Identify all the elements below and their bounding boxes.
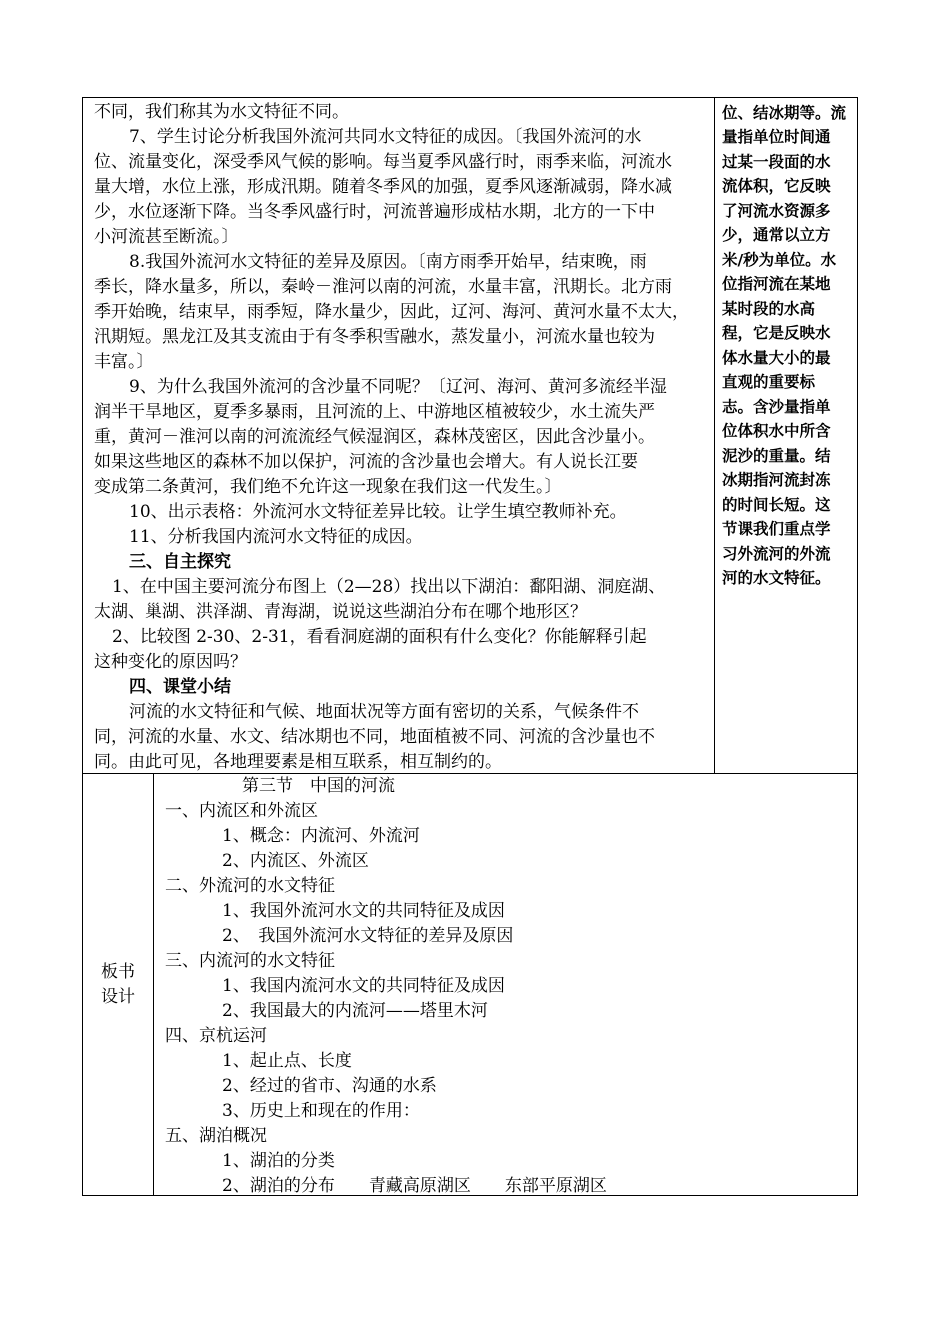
note-line: 位指河流在某地 [722,275,831,293]
note-line: 位体积水中所含 [722,422,831,440]
note-line: 节课我们重点学 [722,520,831,538]
note-line: 位、结冰期等。流 [722,104,847,122]
note-line: 米/秒为单位。水 [722,251,837,269]
text-line: 1、在中国主要河流分布图上（2—28）找出以下湖泊：鄱阳湖、洞庭湖、 [112,577,666,597]
lesson-process-cell [82,97,715,774]
board-line: 1、概念：内流河、外流河 [222,826,420,846]
text-line: 量大增，水位上涨，形成汛期。随着冬季风的加强，夏季风逐渐减弱，降水减 [94,177,672,197]
text-line: 重，黄河－淮河以南的河流流经气候湿润区，森林茂密区，因此含沙量小。 [94,427,655,447]
text-line: 季长，降水量多，所以，秦岭－淮河以南的河流，水量丰富，汛期长。北方雨 [94,277,672,297]
teaching-notes-cell [714,97,858,774]
text-line: 8.我国外流河水文特征的差异及原因。〔南方雨季开始早，结束晚，雨 [129,252,647,272]
board-title: 第三节 中国的河流 [242,776,395,796]
board-line: 三、内流河的水文特征 [165,951,335,971]
note-line: 冰期指河流封冻 [722,471,831,489]
board-line: 2、经过的省市、沟通的水系 [222,1076,437,1096]
board-line: 2、湖泊的分布 青藏高原湖区 东部平原湖区 [222,1176,607,1196]
text-line: 11、分析我国内流河水文特征的成因。 [129,527,423,547]
note-line: 少，通常以立方 [722,226,831,244]
text-line: 9、为什么我国外流河的含沙量不同呢？〔辽河、海河、黄河多流经半湿 [129,377,667,397]
board-line: 四、京杭运河 [165,1026,267,1046]
text-line: 10、出示表格：外流河水文特征差异比较。让学生填空教师补充。 [129,502,627,522]
note-line: 习外流河的外流 [722,545,831,563]
note-line: 了河流水资源多 [722,202,831,220]
note-line: 泥沙的重量。结 [722,447,831,465]
note-line: 河的水文特征。 [722,569,831,587]
board-design-label: 设计 [101,987,135,1007]
note-line: 量指单位时间通 [722,128,831,146]
text-line: 同，河流的水量、水文、结冰期也不同，地面植被不同、河流的含沙量也不 [94,727,655,747]
board-design-label-cell [82,773,154,1196]
note-line: 的时间长短。这 [722,496,831,514]
note-line: 体水量大小的最 [722,349,831,367]
board-line: 二、外流河的水文特征 [165,876,335,896]
text-line: 这种变化的原因吗？ [94,652,247,672]
text-line: 7、学生讨论分析我国外流河共同水文特征的成因。〔我国外流河的水 [129,127,642,147]
text-line: 2、比较图 2-30、2-31，看看洞庭湖的面积有什么变化？你能解释引起 [112,627,647,647]
board-line: 3、历史上和现在的作用： [222,1101,420,1121]
note-line: 志。含沙量指单 [722,398,831,416]
text-line: 小河流甚至断流。〕 [94,227,239,247]
note-line: 流体积，它反映 [722,177,831,195]
text-line: 位、流量变化，深受季风气候的影响。每当夏季风盛行时，雨季来临，河流水 [94,152,672,172]
section-heading-summary: 四、课堂小结 [129,677,231,697]
board-line: 2、内流区、外流区 [222,851,369,871]
board-line: 一、内流区和外流区 [165,801,318,821]
text-line: 太湖、巢湖、洪泽湖、青海湖，说说这些湖泊分布在哪个地形区？ [94,602,587,622]
text-line: 少，水位逐渐下降。当冬季风盛行时，河流普遍形成枯水期，北方的一下中 [94,202,655,222]
board-line: 1、我国外流河水文的共同特征及成因 [222,901,505,921]
board-design-cell [153,773,858,1196]
note-line: 过某一段面的水 [722,153,831,171]
board-line: 2、我国最大的内流河——塔里木河 [222,1001,488,1021]
text-line: 汛期短。黑龙江及其支流由于有冬季积雪融水，蒸发量小，河流水量也较为 [94,327,655,347]
text-line: 季开始晚，结束早，雨季短，降水量少，因此，辽河、海河、黄河水量不太大， [94,302,689,322]
board-line: 1、我国内流河水文的共同特征及成因 [222,976,505,996]
section-heading-explore: 三、自主探究 [129,552,231,572]
text-line: 河流的水文特征和气候、地面状况等方面有密切的关系，气候条件不 [129,702,639,722]
board-line: 2、 我国外流河水文特征的差异及原因 [222,926,514,946]
note-line: 直观的重要标 [722,373,816,391]
board-line: 1、湖泊的分类 [222,1151,335,1171]
note-line: 程，它是反映水 [722,324,831,342]
text-line: 丰富。〕 [94,352,154,372]
board-line: 1、起止点、长度 [222,1051,352,1071]
text-line: 变成第二条黄河，我们绝不允许这一现象在我们这一代发生。〕 [94,477,562,497]
text-line: 同。由此可见，各地理要素是相互联系，相互制约的。 [94,752,502,772]
note-line: 某时段的水高 [722,300,816,318]
text-line: 如果这些地区的森林不加以保护，河流的含沙量也会增大。有人说长江要 [94,452,638,472]
board-line: 五、湖泊概况 [165,1126,267,1146]
text-line: 不同，我们称其为水文特征不同。 [94,102,349,122]
board-design-label: 板书 [101,962,135,982]
text-line: 润半干旱地区，夏季多暴雨，且河流的上、中游地区植被较少，水土流失严 [94,402,655,422]
